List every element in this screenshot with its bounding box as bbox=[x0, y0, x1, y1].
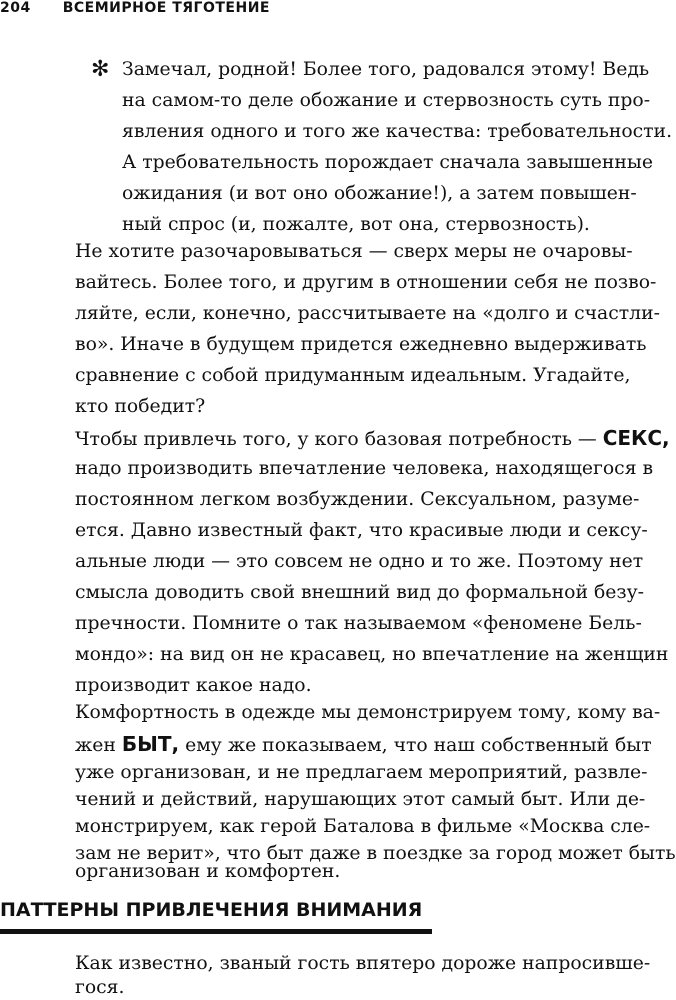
paragraph-line: организован и комфортен. bbox=[75, 861, 341, 882]
paragraph-line: кто победит? bbox=[75, 396, 206, 417]
paragraph-line: зам не верит», что быт даже в поездке за город может быть bbox=[75, 843, 676, 864]
paragraph-line: смысла доводить свой внешний вид до формальной безу- bbox=[75, 582, 645, 603]
paragraph-line: альные люди — это совсем не одно и то же. Поэтому нет bbox=[75, 551, 644, 572]
line-text: ему же показываем, что наш собственный быт bbox=[179, 735, 652, 756]
aside-line: явления одного и того же качества: требовательности. bbox=[122, 121, 673, 142]
paragraph-line: Комфортность в одежде мы демонстрируем тому, кому ва- bbox=[75, 702, 661, 723]
paragraph-line: ется. Давно известный факт, что красивые люди и сексу- bbox=[75, 520, 648, 541]
line-text: жен bbox=[75, 735, 122, 756]
paragraph-line: ляйте, если, конечно, рассчитываете на «долго и счастли- bbox=[75, 303, 660, 324]
paragraph-line bbox=[75, 426, 670, 452]
aside-line: ожидания (и вот оно обожание!), а затем повышен- bbox=[122, 183, 637, 204]
paragraph-line: производит какое надо. bbox=[75, 675, 312, 696]
line-text: Чтобы привлечь того, у кого базовая потребность — bbox=[75, 429, 603, 450]
bullet-asterisk: ✻ bbox=[91, 57, 110, 82]
paragraph-line bbox=[75, 732, 652, 758]
paragraph-line: сравнение с собой придуманным идеальным. Угадайте, bbox=[75, 365, 631, 386]
paragraph-line: монстрируем, как герой Баталова в фильме «Москва сле- bbox=[75, 816, 651, 837]
heading-underline bbox=[0, 929, 432, 934]
keyword-byt: БЫТ, bbox=[121, 732, 180, 756]
aside-line: Замечал, родной! Более того, радовался этому! Ведь bbox=[122, 59, 650, 80]
paragraph-line: чений и действий, нарушающих этот самый быт. Или де- bbox=[75, 789, 646, 810]
paragraph-line: пречности. Помните о так называемом «феномене Бель- bbox=[75, 613, 642, 634]
section-heading: ПАТТЕРНЫ ПРИВЛЕЧЕНИЯ ВНИМАНИЯ bbox=[0, 899, 423, 921]
paragraph-line: вайтесь. Более того, и другим в отношении себя не позво- bbox=[75, 272, 657, 293]
book-title: ВСЕМИРНОЕ ТЯГОТЕНИЕ bbox=[62, 0, 270, 16]
page-number: 204 bbox=[0, 0, 31, 16]
paragraph-line: Не хотите разочаровываться — сверх меры не очаровы- bbox=[75, 241, 633, 262]
aside-line: А требовательность порождает сначала завышенные bbox=[122, 152, 653, 173]
paragraph-line: надо производить впечатление человека, находящегося в bbox=[75, 458, 654, 479]
aside-line: на самом-то деле обожание и стервозность суть про- bbox=[122, 90, 651, 111]
paragraph-line: Как известно, званый гость впятеро дороже напросивше- bbox=[75, 953, 651, 974]
paragraph-line: мондо»: на вид он не красавец, но впечатление на женщин bbox=[75, 644, 669, 665]
keyword-sex: СЕКС, bbox=[602, 426, 670, 450]
paragraph-line: гося. bbox=[75, 977, 125, 998]
aside-line: ный спрос (и, пожалте, вот она, стервозность). bbox=[122, 214, 590, 235]
running-head bbox=[0, 0, 270, 16]
paragraph-line: во». Иначе в будущем придется ежедневно выдерживать bbox=[75, 334, 647, 355]
paragraph-line: постоянном легком возбуждении. Сексуальном, разуме- bbox=[75, 489, 640, 510]
paragraph-line: уже организован, и не предлагаем мероприятий, развле- bbox=[75, 762, 648, 783]
